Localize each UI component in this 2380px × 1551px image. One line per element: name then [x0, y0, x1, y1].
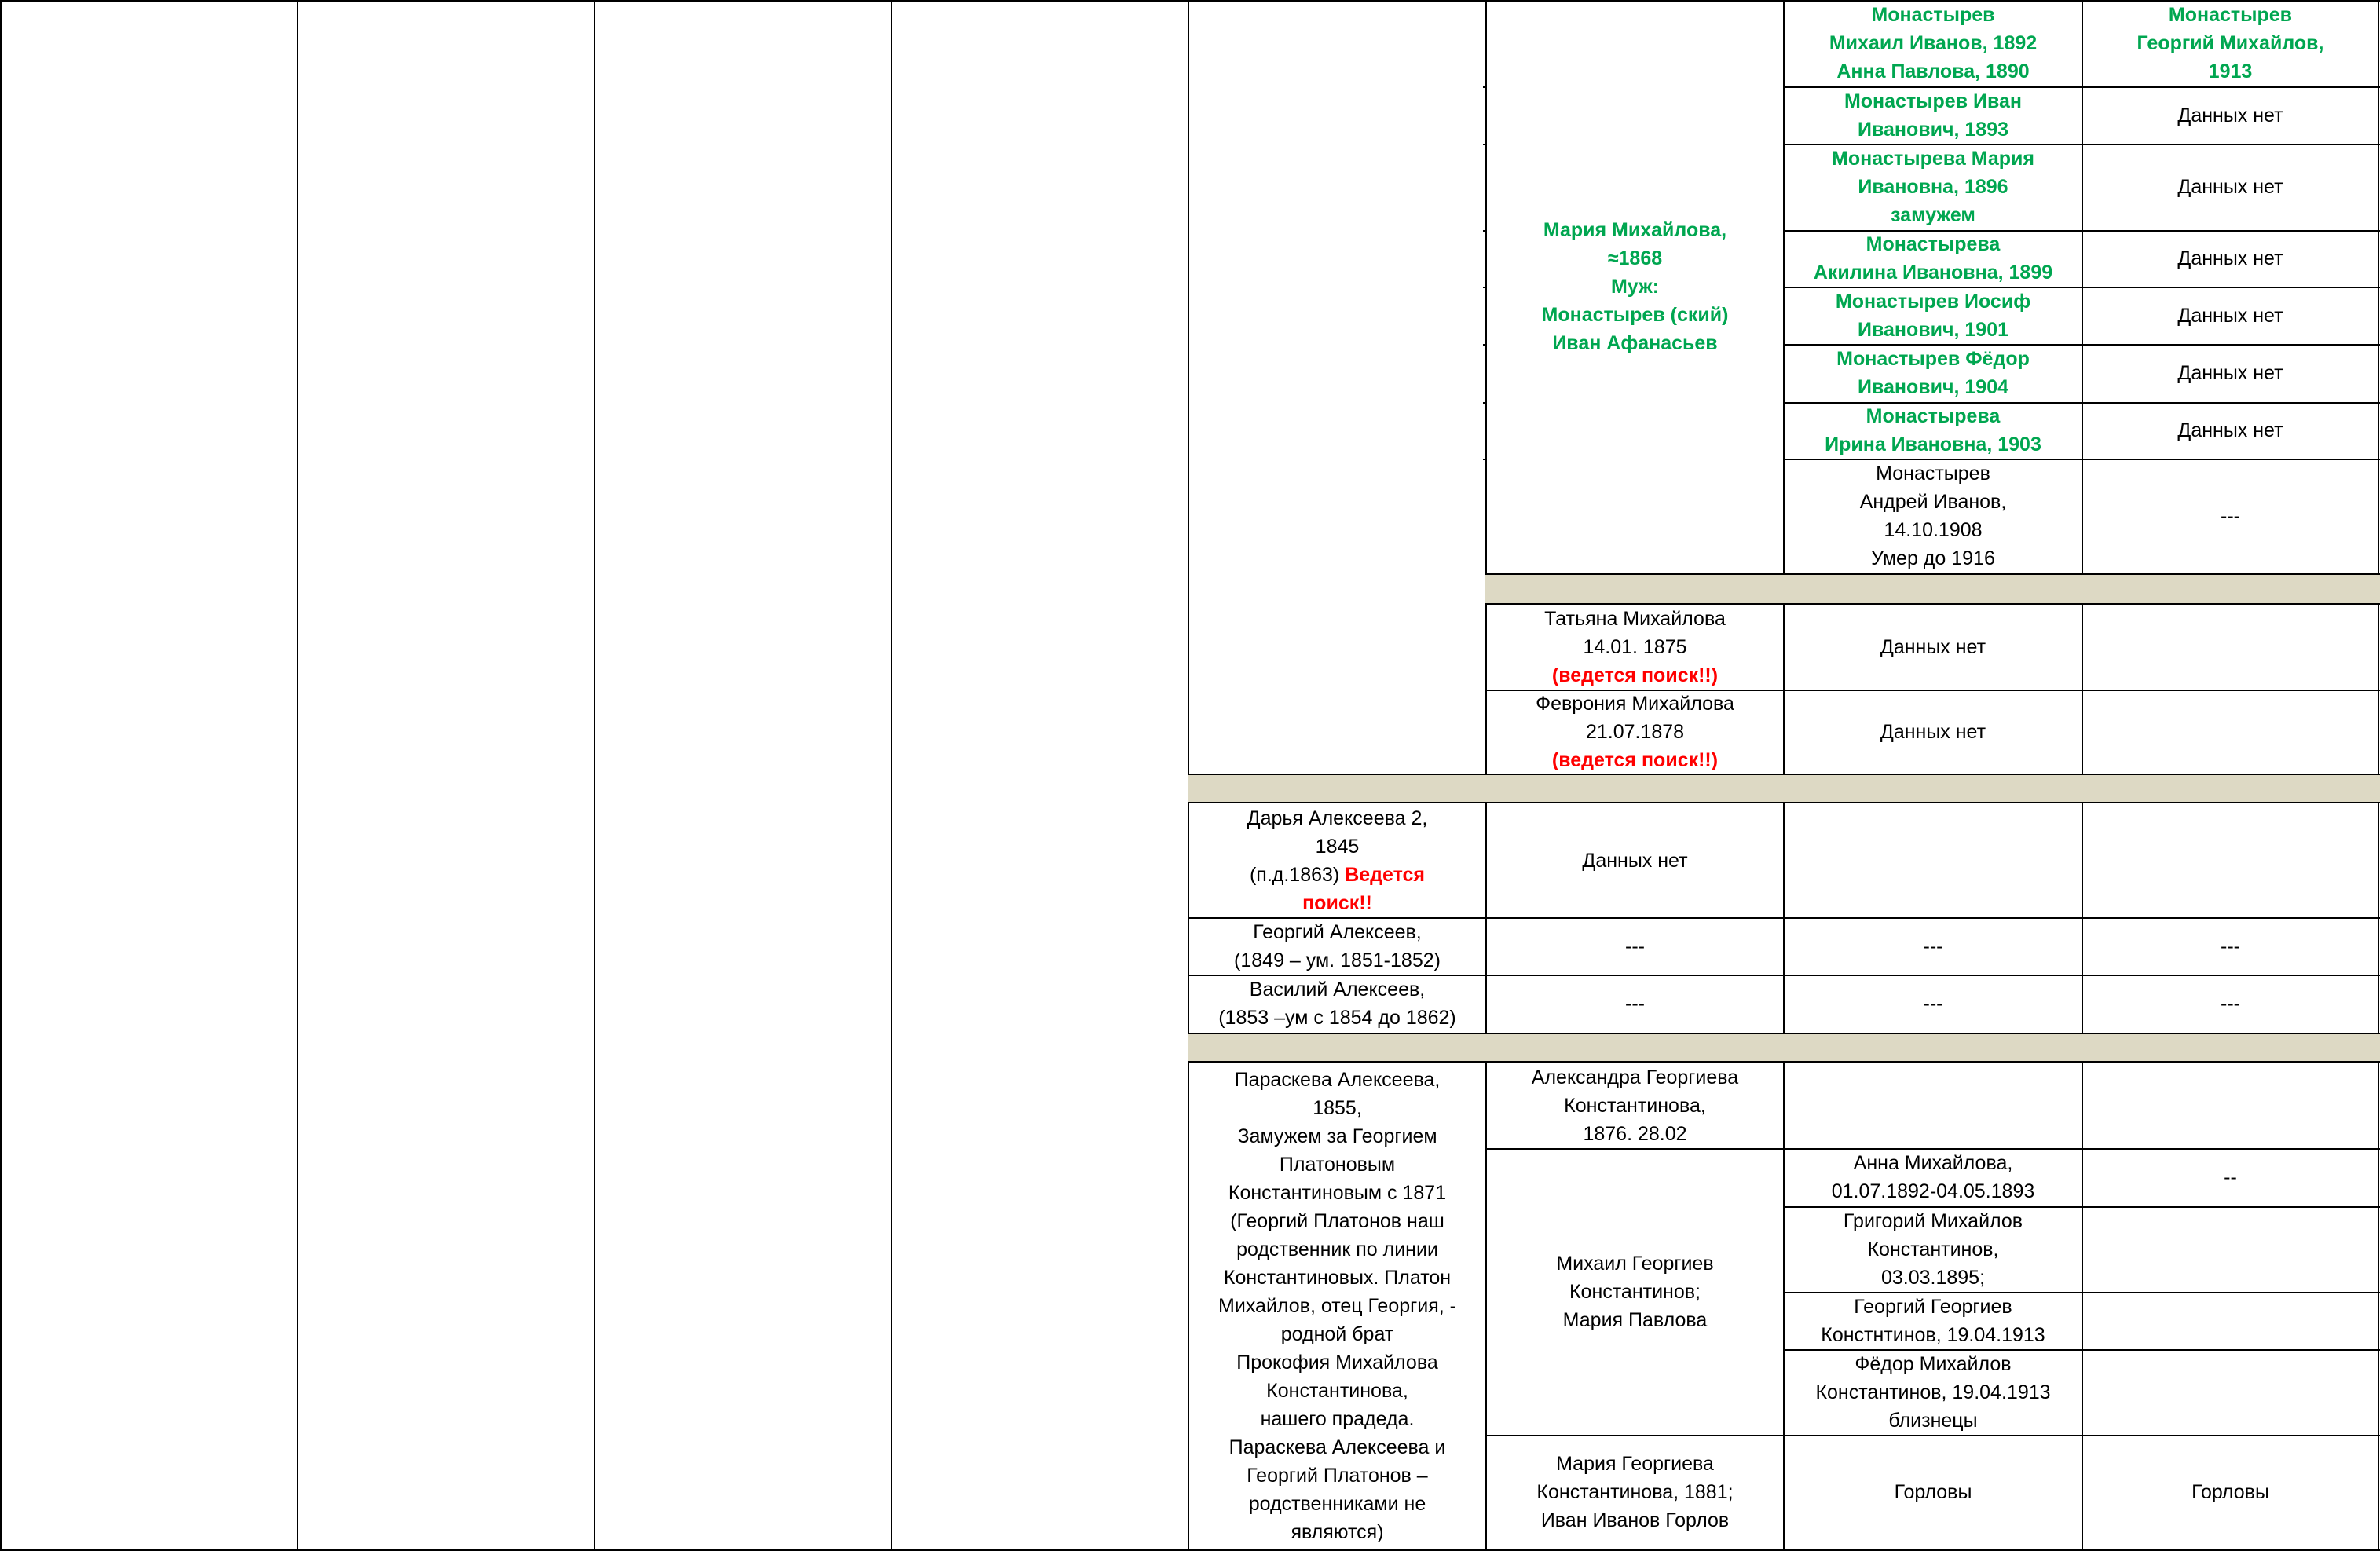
line: Монастырев	[2168, 4, 2293, 26]
line: 01.07.1892-04.05.1893	[1831, 1180, 2035, 1202]
tick	[1483, 86, 1486, 88]
line: Александра Георгиева	[1531, 1066, 1739, 1088]
line: Дарья Алексеева 2,	[1247, 807, 1428, 829]
line: Григорий Михайлов	[1843, 1209, 2023, 1232]
cell-mon-mikhail	[1785, 0, 2082, 86]
line: (1853 –ум с 1854 до 1862)	[1218, 1007, 1456, 1029]
line: 21.07.1878	[1585, 720, 1685, 743]
no-data-label: Данных нет	[2177, 419, 2283, 441]
cell-dash	[1785, 975, 2082, 1033]
line: Георгий Михайлов,	[2137, 32, 2324, 54]
cell-fedor-mikhailov	[1785, 1349, 2082, 1435]
line: Константинов;	[1569, 1280, 1701, 1303]
tick	[1483, 459, 1486, 460]
no-data-label: Данных нет	[2177, 176, 2283, 198]
no-data-label: Данных нет	[2177, 304, 2283, 327]
cell-mon-maria	[1785, 144, 2082, 230]
line: Константинова, 1881;	[1536, 1481, 1734, 1503]
cell-gorlovy	[1785, 1435, 2082, 1549]
cell-no-data	[2083, 344, 2378, 402]
cell-mon-iosif	[1785, 287, 2082, 344]
cell-dash	[2083, 459, 2378, 573]
paraskeva-line: (Георгий Платонов наш	[1230, 1210, 1444, 1232]
cell-no-data	[1487, 803, 1783, 917]
cell-no-data	[2083, 287, 2378, 344]
line: (п.д.1863)	[1249, 863, 1346, 886]
cell-georgy-alekseev	[1189, 917, 1485, 975]
no-data-label: Данных нет	[2177, 362, 2283, 384]
cell-maria-georgieva	[1487, 1435, 1783, 1549]
dash-label: ---	[1923, 993, 1943, 1015]
line: близнецы	[1888, 1409, 1978, 1432]
cell-no-data	[2083, 402, 2378, 459]
line: Констнтинов, 19.04.1913	[1821, 1323, 2045, 1346]
cell-georgy-georgiev	[1785, 1292, 2082, 1349]
cell-no-data	[2083, 86, 2378, 144]
line: Константинов,	[1867, 1238, 1999, 1260]
separator-band	[1485, 573, 2380, 605]
no-data-label: Данных нет	[1880, 636, 1986, 658]
line: Монастырева Мария	[1832, 148, 2034, 170]
tick	[1483, 344, 1486, 346]
line: Ивановна, 1896	[1858, 176, 2008, 198]
dash-label: --	[2224, 1166, 2237, 1188]
line: замужем	[1891, 204, 1975, 226]
line: Василий Алексеев,	[1249, 979, 1426, 1000]
line: Монастырева	[1866, 405, 2001, 427]
line: (1849 – ум. 1851-1852)	[1234, 949, 1441, 971]
search-note: (ведется поиск!!)	[1551, 664, 1719, 686]
line: Фёдор Михайлов	[1855, 1352, 2012, 1375]
cell-paraskeva	[1189, 1063, 1485, 1549]
cell-dash	[1487, 975, 1783, 1033]
cell-vasily-alekseev	[1189, 975, 1485, 1033]
tick	[1483, 230, 1486, 232]
cell-mikhail-georgiev	[1487, 1148, 1783, 1435]
gorlovy-label: Горловы	[2191, 1481, 2269, 1503]
line: 03.03.1895;	[1880, 1266, 1986, 1289]
line: 1876. 28.02	[1583, 1122, 1687, 1145]
cell-darya	[1189, 803, 1485, 917]
line: Иванович, 1893	[1857, 118, 2009, 141]
paraskeva-line: родственниками не	[1248, 1493, 1426, 1515]
dash-label: ---	[2221, 935, 2240, 957]
line: Монастырев (ский)	[1541, 304, 1729, 326]
line: Татьяна Михайлова	[1544, 608, 1726, 630]
cell-dash	[2083, 1148, 2378, 1206]
line: Мария Павлова	[1562, 1308, 1708, 1331]
cell-dash	[2083, 917, 2378, 975]
line: 1913	[2208, 60, 2253, 82]
paraskeva-line: родственник по линии	[1236, 1238, 1438, 1260]
cell-dash	[1487, 917, 1783, 975]
line: Феврония Михайлова	[1536, 692, 1734, 715]
cell-mon-fedor	[1785, 344, 2082, 402]
line: Монастырева	[1866, 233, 2001, 255]
dash-label: ---	[2221, 505, 2240, 527]
line: Монастырев	[1876, 463, 1990, 485]
line: Анна Михайлова,	[1853, 1152, 2013, 1174]
line: Иванович, 1904	[1857, 376, 2009, 398]
line: Михаил Георгиев	[1556, 1252, 1714, 1275]
no-data-label: Данных нет	[1880, 720, 1986, 743]
paraskeva-line: 1855,	[1313, 1097, 1362, 1119]
line: Михаил Иванов, 1892	[1829, 32, 2038, 54]
line: Мария Михайлова,	[1543, 219, 1727, 241]
line: Монастырев Фёдор	[1836, 348, 2030, 370]
line: Монастырев	[1871, 4, 1995, 26]
paraskeva-line: Константиновым с 1871	[1228, 1182, 1447, 1204]
line: Муж:	[1610, 276, 1660, 298]
cell-dash	[2083, 975, 2378, 1033]
search-note: поиск!!	[1302, 891, 1372, 914]
col-line-3	[891, 0, 892, 1551]
cell-grigory	[1785, 1206, 2082, 1292]
col-line-1	[297, 0, 298, 1551]
col-line-0	[0, 0, 2, 1551]
cell-mon-irina	[1785, 402, 2082, 459]
cell-alexandra	[1487, 1063, 1783, 1148]
line: ≈1868	[1607, 247, 1663, 269]
line: Анна Павлова, 1890	[1836, 60, 2030, 82]
line: Ирина Ивановна, 1903	[1825, 433, 2041, 455]
line: Умер до 1916	[1871, 547, 1995, 569]
line: Константинова,	[1564, 1094, 1706, 1117]
paraskeva-line: Параскева Алексеева,	[1234, 1069, 1441, 1091]
paraskeva-line: Прокофия Михайлова	[1236, 1352, 1438, 1374]
dash-label: ---	[2221, 993, 2240, 1015]
dash-label: ---	[1625, 935, 1645, 957]
line: Иван Афанасьев	[1552, 332, 1718, 354]
line: Георгий Алексеев,	[1253, 920, 1422, 943]
search-note: Ведется	[1345, 863, 1426, 886]
line: 1845	[1315, 835, 1360, 858]
paraskeva-line: Георгий Платонов –	[1247, 1465, 1428, 1487]
paraskeva-line: Платоновым	[1279, 1154, 1396, 1176]
gorlovy-label: Горловы	[1894, 1481, 1972, 1503]
cell-mon-georgy	[2083, 0, 2378, 86]
cell-fevronia	[1487, 690, 1783, 774]
no-data-label: Данных нет	[1582, 849, 1688, 872]
paraskeva-line: Михайлов, отец Георгия, -	[1218, 1295, 1456, 1317]
line: Иван Иванов Горлов	[1540, 1509, 1730, 1531]
paraskeva-text	[1218, 1066, 1456, 1546]
cell-mon-andrey	[1785, 459, 2082, 573]
cell-no-data	[1785, 605, 2082, 690]
search-note: (ведется поиск!!)	[1551, 748, 1719, 771]
cell-tatiana	[1487, 605, 1783, 690]
paraskeva-line: Замужем за Георгием	[1237, 1125, 1437, 1147]
paraskeva-line: родной брат	[1280, 1323, 1394, 1345]
cell-no-data	[1785, 690, 2082, 774]
paraskeva-line: Константинова,	[1266, 1380, 1408, 1402]
cell-gorlovy	[2083, 1435, 2378, 1549]
dash-label: ---	[1625, 993, 1645, 1015]
line-mixed	[1247, 861, 1428, 889]
line: Монастырев Иван	[1844, 90, 2023, 112]
dash-label: ---	[1923, 935, 1943, 957]
cell-dash	[1785, 917, 2082, 975]
line: Георгий Георгиев	[1854, 1295, 2012, 1318]
separator-band	[1188, 1033, 2380, 1063]
line: Иванович, 1901	[1857, 318, 2009, 341]
cell-mon-ivan	[1785, 86, 2082, 144]
line: Монастырев Иосиф	[1835, 290, 2031, 313]
tick	[1483, 144, 1486, 145]
separator-band	[1188, 774, 2380, 803]
cell-anna-mikhailova	[1785, 1148, 2082, 1206]
line: Акилина Ивановна, 1899	[1813, 262, 2053, 283]
cell-no-data	[2083, 144, 2378, 230]
tick	[1483, 402, 1486, 404]
paraskeva-line: Константиновых. Платон	[1223, 1267, 1452, 1289]
line: 14.01. 1875	[1583, 636, 1687, 658]
cell-mon-akilina	[1785, 230, 2082, 287]
paraskeva-line: Параскева Алексеева и	[1228, 1436, 1446, 1458]
no-data-label: Данных нет	[2177, 247, 2283, 269]
line: Мария Георгиева	[1556, 1453, 1714, 1475]
cell-maria-mikhailova	[1487, 0, 1783, 573]
paraskeva-line: являются)	[1291, 1521, 1384, 1543]
paraskeva-line: нашего прадеда.	[1260, 1408, 1415, 1430]
col-line-2	[594, 0, 595, 1551]
tick	[1483, 287, 1486, 288]
cell-no-data	[2083, 230, 2378, 287]
no-data-label: Данных нет	[2177, 104, 2283, 126]
line: Андрей Иванов,	[1859, 491, 2007, 513]
line: Константинов, 19.04.1913	[1815, 1381, 2051, 1403]
line: 14.10.1908	[1884, 519, 1983, 541]
